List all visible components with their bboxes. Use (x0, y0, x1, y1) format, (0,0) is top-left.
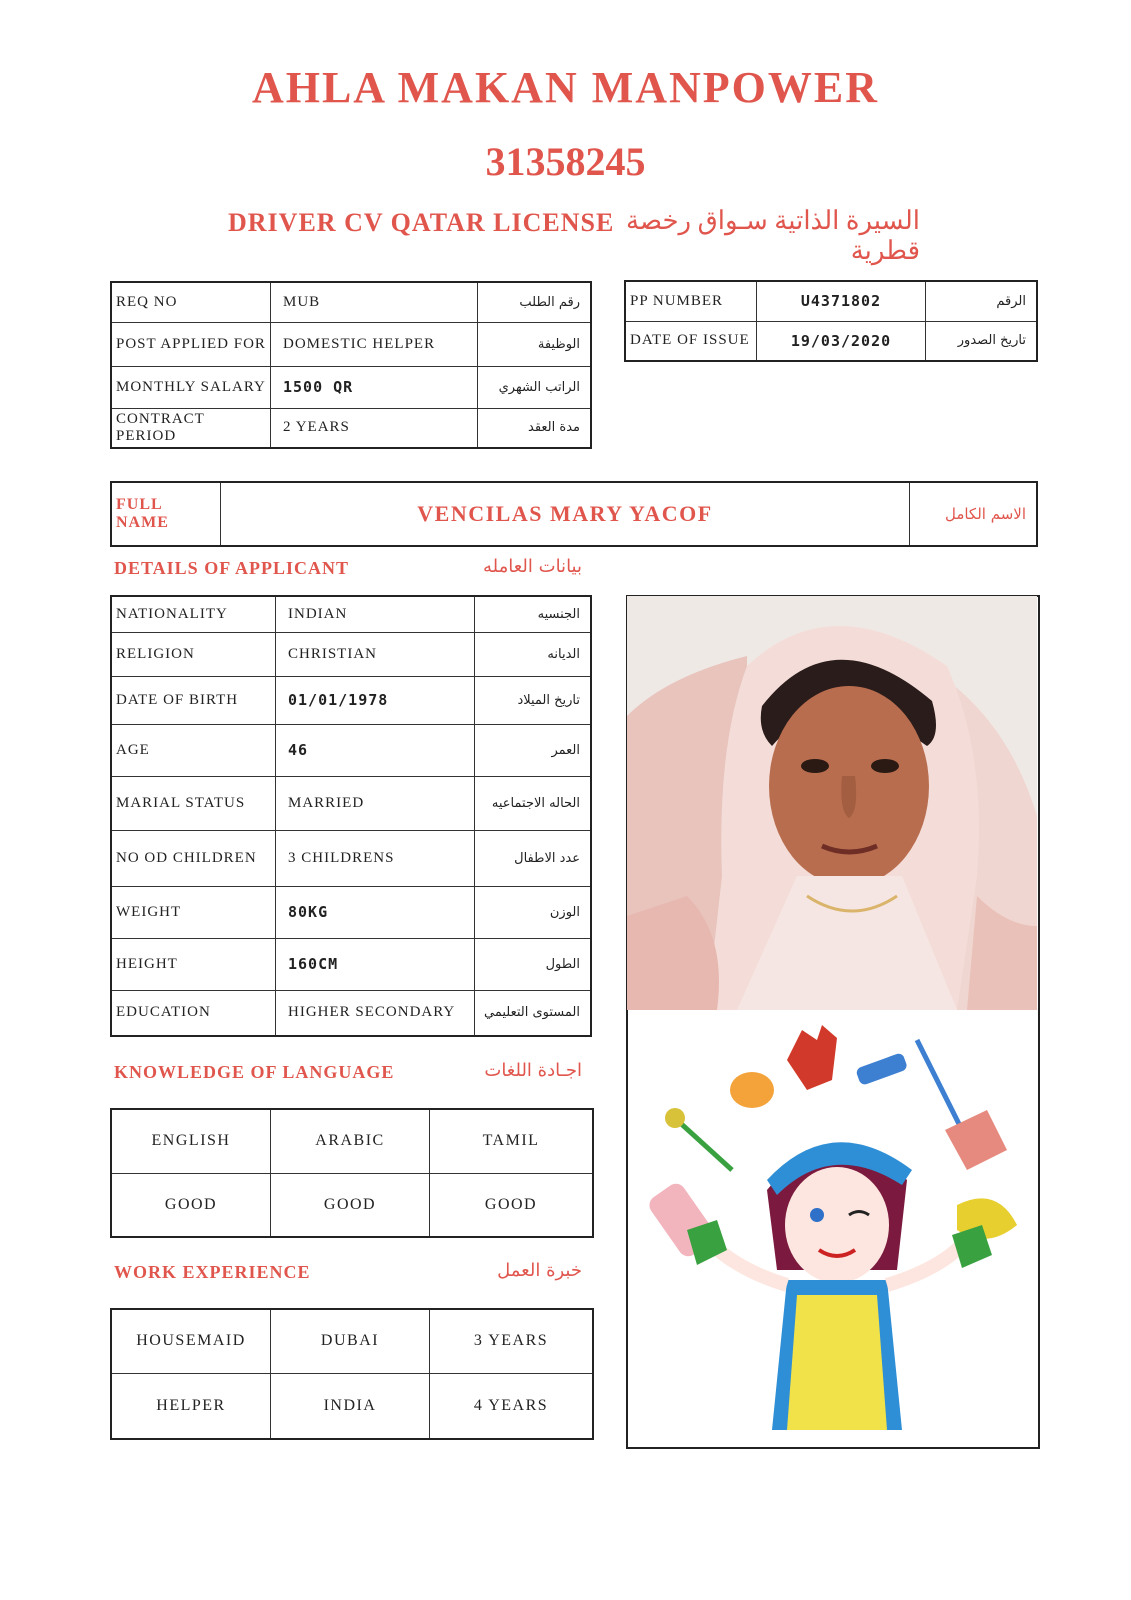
applicant-portrait-illustration (627, 596, 1037, 1010)
row-value: 3 CHILDRENS (276, 830, 475, 886)
table-row (111, 1109, 593, 1173)
row-value: 80KG (276, 886, 475, 938)
work-heading: WORK EXPERIENCE (114, 1262, 311, 1282)
table-row (111, 1309, 593, 1373)
row-value: 19/03/2020 (757, 321, 926, 361)
language-level: GOOD (271, 1173, 430, 1237)
row-label: MARIAL STATUS (111, 776, 276, 830)
language-level: GOOD (430, 1173, 594, 1237)
row-value: MARRIED (276, 776, 475, 830)
row-label-arabic: تاريخ الميلاد (475, 676, 592, 724)
full-name-label: FULL NAME (111, 482, 221, 546)
row-label-arabic: المستوى التعليمي (475, 990, 592, 1036)
full-name-value: VENCILAS MARY YACOF (221, 482, 910, 546)
request-table (110, 281, 592, 449)
full-name-table (110, 481, 1038, 547)
work-years: 4 YEARS (430, 1373, 594, 1439)
row-value: INDIAN (276, 596, 475, 632)
row-label-arabic: تاريخ الصدور (926, 321, 1038, 361)
language-table (110, 1108, 594, 1238)
row-label: CONTRACT PERIOD (111, 408, 271, 448)
row-label-arabic: الديانه (475, 632, 592, 676)
row-label: NATIONALITY (111, 596, 276, 632)
table-row (625, 321, 1037, 361)
row-label: EDUCATION (111, 990, 276, 1036)
language-level: GOOD (111, 1173, 271, 1237)
work-years: 3 YEARS (430, 1309, 594, 1373)
row-label-arabic: الرقم (926, 281, 1038, 321)
cleaning-lady-clipart (627, 1010, 1037, 1450)
table-row (111, 676, 591, 724)
details-table (110, 595, 592, 1037)
table-row (111, 830, 591, 886)
row-value: DOMESTIC HELPER (271, 322, 478, 366)
table-row (111, 938, 591, 990)
row-label: DATE OF BIRTH (111, 676, 276, 724)
language-heading-arabic: اجـادة اللغات (484, 1060, 582, 1081)
row-value: CHRISTIAN (276, 632, 475, 676)
row-label-arabic: الوزن (475, 886, 592, 938)
row-label: DATE OF ISSUE (625, 321, 757, 361)
details-heading: DETAILS OF APPLICANT (114, 558, 350, 578)
work-heading-arabic: خبرة العمل (497, 1260, 582, 1281)
row-label-arabic: العمر (475, 724, 592, 776)
toilet-brush-icon (677, 1120, 732, 1170)
row-label: POST APPLIED FOR (111, 322, 271, 366)
work-role: HOUSEMAID (111, 1309, 271, 1373)
details-heading-arabic: بيانات العامله (483, 556, 582, 577)
table-row (111, 408, 591, 448)
row-label: PP NUMBER (625, 281, 757, 321)
row-label-arabic: الحاله الاجتماعيه (475, 776, 592, 830)
row-label-arabic: الطول (475, 938, 592, 990)
row-label: MONTHLY SALARY (111, 366, 271, 408)
row-value: 01/01/1978 (276, 676, 475, 724)
row-label: WEIGHT (111, 886, 276, 938)
cv-subtitle: DRIVER CV QATAR LICENSE (228, 208, 615, 237)
table-row (625, 281, 1037, 321)
table-row (111, 282, 591, 322)
table-row (111, 482, 1037, 546)
table-row (111, 1173, 593, 1237)
row-value: 2 YEARS (271, 408, 478, 448)
table-row (111, 990, 591, 1036)
work-table (110, 1308, 594, 1440)
cleaning-clipart (627, 1010, 1037, 1450)
table-row (111, 1373, 593, 1439)
row-label: NO OD CHILDREN (111, 830, 276, 886)
company-title: AHLA MAKAN MANPOWER (251, 63, 880, 112)
table-row (111, 776, 591, 830)
work-place: DUBAI (271, 1309, 430, 1373)
language-name: TAMIL (430, 1109, 594, 1173)
language-name: ARABIC (271, 1109, 430, 1173)
table-row (111, 366, 591, 408)
row-label: AGE (111, 724, 276, 776)
scrub-brush-icon (855, 1052, 908, 1086)
applicant-photo (627, 596, 1037, 1010)
full-name-arabic: الاسم الكامل (910, 482, 1038, 546)
table-row (111, 596, 591, 632)
language-name: ENGLISH (111, 1109, 271, 1173)
glove-icon (787, 1025, 837, 1090)
language-heading: KNOWLEDGE OF LANGUAGE (114, 1062, 395, 1082)
row-value: HIGHER SECONDARY (276, 990, 475, 1036)
row-value: 46 (276, 724, 475, 776)
row-value: U4371802 (757, 281, 926, 321)
row-label: HEIGHT (111, 938, 276, 990)
table-row (111, 886, 591, 938)
company-phone: 31358245 (485, 139, 646, 184)
cv-subtitle-arabic: السيرة الذاتية سـواق رخصة قطرية (625, 206, 920, 265)
row-label-arabic: الجنسيه (475, 596, 592, 632)
row-value: 160CM (276, 938, 475, 990)
passport-table (624, 280, 1038, 362)
row-label-arabic: مدة العقد (478, 408, 592, 448)
row-value: MUB (271, 282, 478, 322)
row-label: REQ NO (111, 282, 271, 322)
work-place: INDIA (271, 1373, 430, 1439)
table-row (111, 724, 591, 776)
row-label: RELIGION (111, 632, 276, 676)
apron-icon (787, 1295, 887, 1430)
broom-handle-icon (917, 1040, 962, 1130)
row-label-arabic: الراتب الشهري (478, 366, 592, 408)
work-role: HELPER (111, 1373, 271, 1439)
sponge-icon (730, 1072, 774, 1108)
table-row (111, 632, 591, 676)
row-label-arabic: الوظيفة (478, 322, 592, 366)
row-label-arabic: عدد الاطفال (475, 830, 592, 886)
row-label-arabic: رقم الطلب (478, 282, 592, 322)
table-row (111, 322, 591, 366)
row-value: 1500 QR (271, 366, 478, 408)
